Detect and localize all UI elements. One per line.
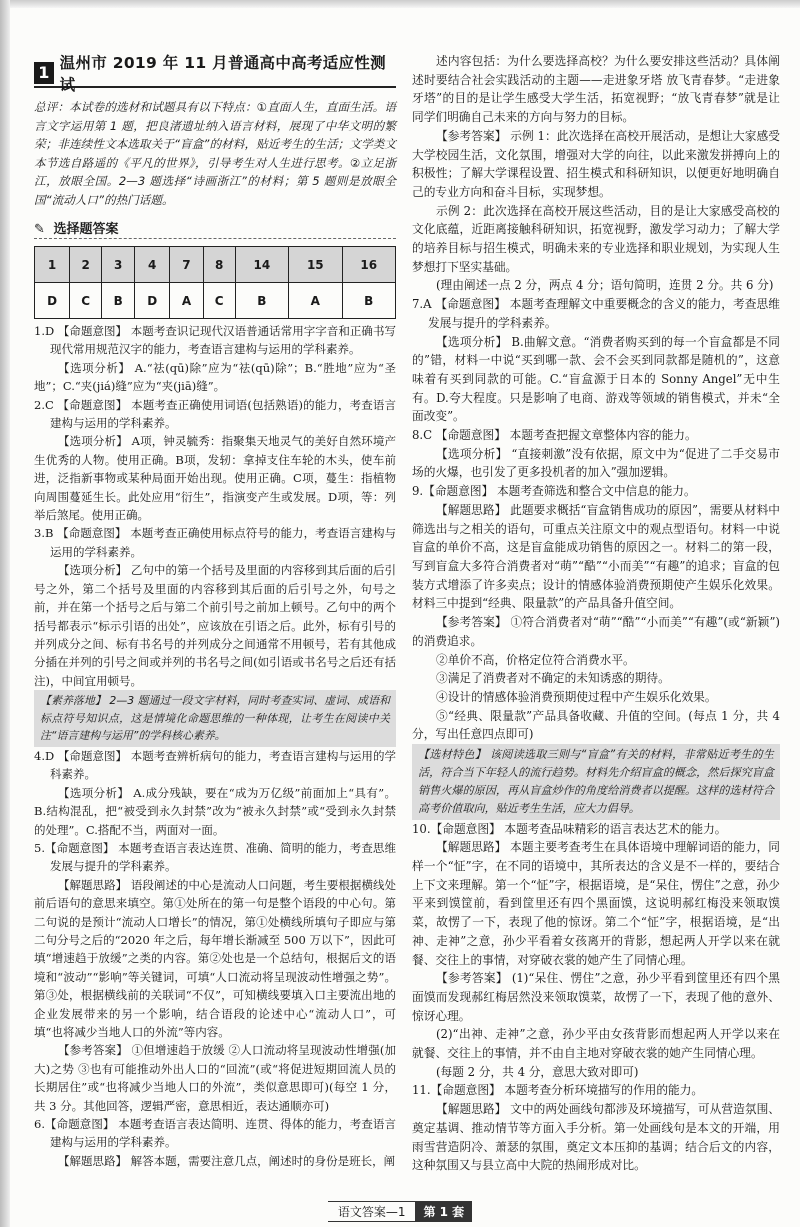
body-paragraph: 【参考答案】 (1)“呆住、愣住”之意，孙少平看到筐里还有四个黑面馍而发现郝红梅居然没来领取馍菜，故愣了一下，表现了他的意外、惊讶心理。 [412,971,780,1023]
body-paragraph: 【解题思路】 解答本题，需要注意几点，阐述时的身份是班长，阐 [58,1153,396,1168]
answer-table [34,246,396,319]
question-heading: 3.B 【命题意图】 本题考查正确使用标点符号的能力，考查语言建构与运用的学科素养。 [34,526,396,559]
body-paragraph: 【选项分析】 A.成分残缺，要在“成为万亿级”前面加上“具有”。B.结构混乱，把“被受到永久封禁”改为“被永久封禁”或“受到永久封禁的处理”。C.搭配不当，两面对一面。 [34,785,396,837]
question-number-cell: 3 [102,247,135,283]
answer-cell: C [70,283,102,319]
answer-cell: D [35,283,70,319]
right-column-body [412,52,780,1175]
question-heading: 2.C 【命题意图】 本题考查正确使用词语(包括熟语)的能力，考查语言建构与运用的学科素养。 [34,397,396,431]
highlight-box: 【选材特色】 该阅读选取三则与“盲盒”有关的材料，非常贴近考生的生活，符合当下年轻人的流行趋势。材料先介绍盲盒的概念，然后探究盲盒销售火爆的原因，再从盲盒炒作的角度给消费者以提醒。这样的选材符合高考价值取向，贴近考生生活，应大力倡导。 [412,744,780,820]
body-paragraph: 【选项分析】 A.“祛(qū)除”应为“祛(qū)除”；B.“胜地”应为“圣地”；C.“夹(jiá)缝”应为“夹(jiā)缝”。 [34,360,396,394]
body-paragraph: 【参考答案】 示例 1：此次选择在高校开展活动，是想让大家感受大学校园生活，文化氛围，增强对大学的向往，以此来激发拼搏向上的积极性；了解大学课程设置、招生模式和科研知识，以便更好地明确自己的专业方向和奋斗目标，实现梦想。 [412,128,780,199]
question-heading: 11.【命题意图】 本题考查分析环境描写的作用的能力。 [412,1083,704,1098]
highlight-box: 【素养落地】 2—3 题通过一段文字材料，同时考查实词、虚词、成语和标点符号知识点，这是情境化命题思维的一种体现，让考生在阅读中关注“语言建构与运用”的学科核心素养。 [34,690,396,747]
question-heading: 9.【命题意图】 本题考查筛选和整合文中信息的能力。 [412,484,696,499]
body-paragraph: 【解题思路】 本题主要考查考生在具体语境中理解词语的能力，同样一个“怔”字，在不同的语境中，其所表达的含义是不一样的，要结合上下文来理解。第一个“怔”字，根据语境，是“呆住，愣住”之意，孙少平来到馍筐前，看到筐里还有四个黑面馍，这说明郝红梅没来领取馍菜，故愣了一下，表现了他的惊讶。第二个“怔”字，根据语境，是“出神、走神”之意，孙少平看着女孩离开的背影，想起两人开学以来在就餐、交往上的事情，对穿破衣裳的她产生了同情心理。 [412,840,780,967]
body-paragraph: 【选项分析】 “直接刺激”没有依据，原文中为“促进了二手交易市场的火爆，也引发了更多投机者的加入”强加逻辑。 [412,446,780,480]
question-heading: 6.【命题意图】 本题考查语言表达简明、连贯、得体的能力，考查语言建构与运用的学科素养。 [34,1117,396,1150]
body-paragraph: 【参考答案】 ①但增速趋于放缓 ②人口流动将呈现波动性增强(加大)之势 ③也有可能推动外出人口的“回流”(或“将促进短期回流人员的长期居住”或“也将减少当地人口的外流”，类似意思即可)(每空 1 分，共 3 分。其他回答，逻辑严密，意思相近，表达通顺亦可) [34,1043,396,1113]
answer-cell: A [170,283,203,319]
question-number-cell: 1 [35,247,70,283]
body-paragraph: (2)“出神、走神”之意，孙少平由女孩背影而想起两人开学以来在就餐、交往上的事情，并不由自主地对穿破衣裳的她产生同情心理。 [412,1027,780,1061]
body-paragraph: 【解题思路】 文中的两处画线句都涉及环境描写，可从营造氛围、奠定基调、推动情节等方面入手分析。第一处画线句是本文的开端，用雨雪营造阴冷、萧瑟的氛围，奠定文本压抑的基调；结合后文的内容，这种氛围又与县立高中大院的热闹形成对比。 [412,1102,780,1173]
answer-cell: B [235,283,288,319]
question-number-cell: 7 [170,247,203,283]
answer-cell: A [289,283,342,319]
body-paragraph: 【选项分析】 乙句中的第一个括号及里面的内容移到其后面的后引号之外，第二个括号及里面的内容移到其后面的后引号之外，句号之前，并在第一个括号之后与第二个前引号之前加上顿号。乙句中的两个括号都表示“标示引语的出处”，应该放在引语之后。此外，标有引号的并列成分之间、标有书名号的并列成分之间通常不用顿号，若有其他成分插在并列的引号之间或并列的书名号之间(如引语或书名号之后还有括注)，中间宜用顿号。 [34,563,396,688]
body-paragraph: ②单价不高，价格定位符合消费水平。 [436,652,635,667]
page-edge-top [0,0,800,8]
body-paragraph: ③满足了消费者对不确定的未知诱惑的期待。 [436,671,670,686]
left-column-body [34,322,396,1170]
question-number-cell: 15 [289,247,342,283]
question-heading: 10.【命题意图】 本题考查品味精彩的语言表达艺术的能力。 [412,821,727,836]
question-number-row [35,247,396,283]
body-paragraph: 【选项分析】 A项，钟灵毓秀：指聚集天地灵气的美好自然环境产生优秀的人物。使用正确。B项，发轫：拿掉支住车轮的木头，使车前进，泛指新事物或某种局面开始出现。使用正确。C项，蔓生：指植物向周围蔓延生长。此处应用“衍生”，指演变产生或发展。D项，等：列举后煞尾。使用正确。 [34,434,396,523]
question-heading: 8.C 【命题意图】 本题考查把握文章整体内容的能力。 [412,428,697,443]
exam-title-bar [34,54,396,94]
exam-title: 温州市 2019 年 11 月普通高中高考适应性测试 [59,54,386,94]
body-paragraph: ⑤“经典、限量款”产品具备收藏、升值的空间。(每点 1 分，共 4 分，写出任意四点即可) [412,708,780,742]
question-number-cell: 16 [342,247,395,283]
body-paragraph: 【参考答案】 ①符合消费者对“萌”“酷”“小而美”“有趣”(或“新颖”)的消费追求。 [412,615,780,648]
question-number-cell: 14 [235,247,288,283]
answer-row [35,283,396,319]
body-paragraph: 【解题思路】 语段阐述的中心是流动人口问题，考生要根据横线处前后语句的意思来填空。第①处所在的第一句是整个语段的中心句。第二句说的是预计“流动人口增长”的情况，第①处横线所填句子即应与第二句分号之后的“2020 年之后，每年增长渐减至 500 万以下”，因此可填“增速趋于放缓”之类的内容。第②处也是一个总结句，根据后文的语境和“波动”“影响”等关键词，可填“人口流动将呈现波动性增强之势”。第③处，根据横线前的关联词“不仅”，可知横线要填入口主要流出地的企业发展带来的另一个影响，结合语段的论述中心“流动人口”，可填“也将减少当地人口的外流”等内容。 [34,877,396,1039]
page-edge-left [0,0,10,1227]
question-number-cell: 2 [70,247,102,283]
answer-cell: B [102,283,135,319]
body-paragraph: 【选项分析】 B.曲解文意。“消费者购买到的每一个盲盒都是不同的”错，材料一中说“买到哪一款、会不会买到同款都是随机的”，这意味着有买到同款的可能。C.“盲盒源于日本的 Sonny Angel”无中生有。D.夸大程度。只是影响了电商、游戏等领域的销售模式，并未“全面改变”。 [412,334,780,424]
exam-number-badge: 1 [34,62,54,84]
answer-cell: D [135,283,170,319]
section-heading [34,218,396,239]
summary-paragraph: 总评：本试卷的选材和试题具有以下特点：①直面人生，直面生活。语言文字运用第 1 题，把良渚遗址纳入语言材料，展现了中华文明的繁荣；非连续性文本选取关于“盲盒”的材料，贴近考生的生活；文学类文本节选自路遥的《平凡的世界》，引导考生对人生进行思考。②立足浙江，放眼全国。2—3 题选择“诗画浙江”的材料；第 5 题则是放眼全国“流动人口”的热门话题。 [34,100,396,207]
body-paragraph: 【解题思路】 此题要求概括“盲盒销售成功的原因”，需要从材料中筛选出与之相关的语句，可重点关注原文中的观点型语句。材料一中说盲盒的单价不高，这是盲盒能成功销售的原因之一。材料二的第一段，写到盲盒大多符合消费者对“萌”“酷”“小而美”“有趣”的追求；盲盒的包装方式增添了许多卖点；设计的情感体验消费预期使产生娱乐化效果。材料三中提到“经典、限量款”的产品具备升值空间。 [412,502,780,611]
section-title: 选择题答案 [53,222,119,237]
pencil-icon: ✎ [34,222,45,237]
body-paragraph: 示例 2：此次选择在高校开展这些活动，目的是让大家感受高校的文化底蕴，近距离接触科研知识，拓宽视野，激发学习动力；了解大学的培养目标与招生模式，明确未来的专业选择和职业规划，为实现人生梦想打下坚实基础。 [412,203,780,274]
question-heading: 1.D 【命题意图】 本题考查识记现代汉语普通话常用字字音和正确书写现代常用规范汉字的能力，考查语言建构与运用的学科素养。 [34,324,396,357]
answer-cell: C [203,283,235,319]
footer-set-label: 第 1 套 [415,1201,472,1222]
body-paragraph: (理由阐述一点 2 分，两点 4 分；语句简明，连贯 2 分。共 6 分) [436,278,774,293]
body-paragraph: (每题 2 分，共 4 分，意思大致对即可) [436,1064,639,1079]
answer-cell: B [342,283,395,319]
page-footer [0,1198,800,1224]
question-number-cell: 4 [135,247,170,283]
body-paragraph: ④设计的情感体验消费预期使过程中产生娱乐化效果。 [436,689,717,704]
footer-page-label: 语文答案—1 [328,1201,416,1222]
question-number-cell: 8 [203,247,235,283]
body-paragraph: 述内容包括：为什么要选择高校？为什么要安排这些活动？具体阐述时要结合社会实践活动的主题——走进象牙塔 放飞青春梦。“走进象牙塔”的目的是让学生感受大学生活，拓宽视野；“放飞青春梦”就是让同学们明确自己未来的方向与努力的目标。 [412,54,780,125]
question-heading: 7.A 【命题意图】 本题考查理解文中重要概念的含义的能力，考查思维发展与提升的学科素养。 [412,297,780,330]
question-heading: 5.【命题意图】 本题考查语言表达连贯、准确、简明的能力，考查思维发展与提升的学科素养。 [34,840,396,874]
question-heading: 4.D 【命题意图】 本题考查辨析病句的能力，考查语言建构与运用的学科素养。 [34,748,396,782]
